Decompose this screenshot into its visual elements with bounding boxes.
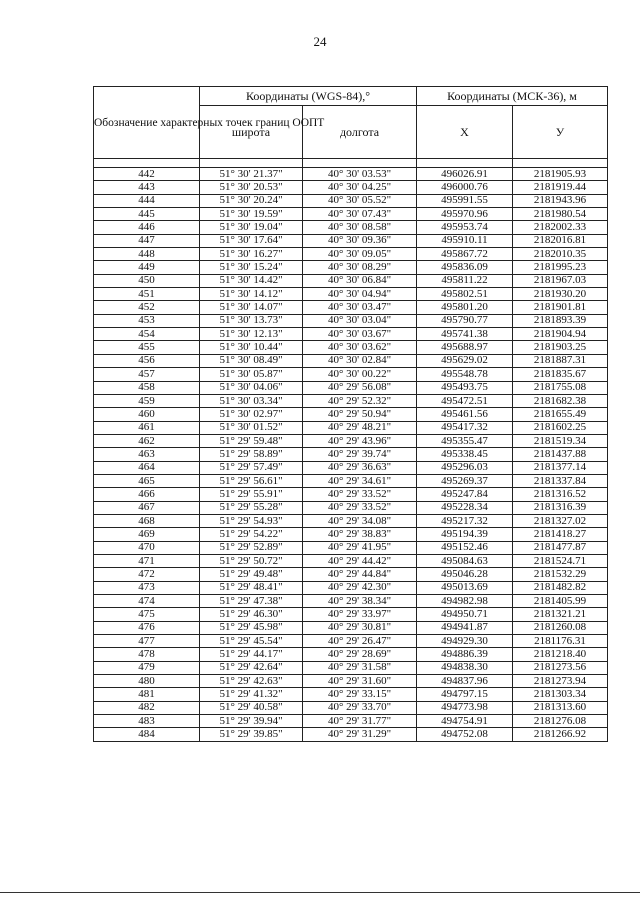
y-cell: 2181273.94 <box>513 675 608 688</box>
y-cell: 2181260.08 <box>513 621 608 634</box>
point-id-cell: 482 <box>94 701 200 714</box>
latitude-cell: 51° 30' 02.97" <box>200 408 303 421</box>
y-cell: 2181967.03 <box>513 274 608 287</box>
point-id-cell: 476 <box>94 621 200 634</box>
latitude-cell: 51° 30' 10.44" <box>200 341 303 354</box>
latitude-cell: 51° 29' 40.58" <box>200 701 303 714</box>
latitude-cell: 51° 29' 55.28" <box>200 501 303 514</box>
longitude-cell: 40° 29' 39.74" <box>303 448 417 461</box>
longitude-cell: 40° 30' 03.53" <box>303 168 417 181</box>
y-cell: 2181218.40 <box>513 648 608 661</box>
latitude-cell: 51° 30' 17.64" <box>200 234 303 247</box>
x-cell: 494838.30 <box>417 661 513 674</box>
longitude-cell: 40° 30' 04.94" <box>303 288 417 301</box>
table-row <box>94 368 608 381</box>
y-cell: 2182016.81 <box>513 234 608 247</box>
longitude-cell: 40° 29' 31.77" <box>303 715 417 728</box>
point-id-cell: 483 <box>94 715 200 728</box>
longitude-cell: 40° 30' 03.62" <box>303 341 417 354</box>
y-cell: 2181405.99 <box>513 595 608 608</box>
table-row <box>94 408 608 421</box>
point-id-cell: 470 <box>94 541 200 554</box>
x-cell: 495811.22 <box>417 274 513 287</box>
table-body <box>94 168 608 742</box>
point-id-cell: 458 <box>94 381 200 394</box>
latitude-cell: 51° 29' 58.89" <box>200 448 303 461</box>
header-spacer-row <box>94 159 608 168</box>
y-cell: 2181602.25 <box>513 421 608 434</box>
header-latitude: широта <box>200 106 303 159</box>
x-cell: 494929.30 <box>417 635 513 648</box>
x-cell: 495836.09 <box>417 261 513 274</box>
table-row <box>94 381 608 394</box>
y-cell: 2181303.34 <box>513 688 608 701</box>
latitude-cell: 51° 30' 14.42" <box>200 274 303 287</box>
longitude-cell: 40° 30' 09.36" <box>303 234 417 247</box>
x-cell: 494752.08 <box>417 728 513 741</box>
y-cell: 2181532.29 <box>513 568 608 581</box>
latitude-cell: 51° 29' 39.94" <box>200 715 303 728</box>
point-id-cell: 480 <box>94 675 200 688</box>
longitude-cell: 40° 29' 38.34" <box>303 595 417 608</box>
point-id-cell: 445 <box>94 208 200 221</box>
x-cell: 495953.74 <box>417 221 513 234</box>
table-row <box>94 595 608 608</box>
longitude-cell: 40° 29' 34.61" <box>303 474 417 487</box>
spacer-cell <box>417 159 513 168</box>
x-cell: 495338.45 <box>417 448 513 461</box>
point-id-cell: 484 <box>94 728 200 741</box>
table-row <box>94 461 608 474</box>
latitude-cell: 51° 29' 44.17" <box>200 648 303 661</box>
longitude-cell: 40° 29' 28.69" <box>303 648 417 661</box>
table-row <box>94 608 608 621</box>
x-cell: 494950.71 <box>417 608 513 621</box>
longitude-cell: 40° 29' 26.47" <box>303 635 417 648</box>
x-cell: 495461.56 <box>417 408 513 421</box>
y-cell: 2181377.14 <box>513 461 608 474</box>
y-cell: 2181276.08 <box>513 715 608 728</box>
table-row <box>94 434 608 447</box>
latitude-cell: 51° 29' 47.38" <box>200 595 303 608</box>
latitude-cell: 51° 30' 20.53" <box>200 181 303 194</box>
latitude-cell: 51° 30' 13.73" <box>200 314 303 327</box>
point-id-cell: 466 <box>94 488 200 501</box>
table-row <box>94 514 608 527</box>
point-id-cell: 442 <box>94 168 200 181</box>
point-id-cell: 462 <box>94 434 200 447</box>
longitude-cell: 40° 29' 52.32" <box>303 394 417 407</box>
y-cell: 2181901.81 <box>513 301 608 314</box>
y-cell: 2181980.54 <box>513 208 608 221</box>
latitude-cell: 51° 29' 45.98" <box>200 621 303 634</box>
point-id-cell: 461 <box>94 421 200 434</box>
x-cell: 496000.76 <box>417 181 513 194</box>
header-wgs84: Координаты (WGS-84),° <box>200 87 417 106</box>
header-designation: Обозначение характерных точек границ ООПТ <box>94 87 200 159</box>
table-row <box>94 234 608 247</box>
y-cell: 2181482.82 <box>513 581 608 594</box>
x-cell: 495801.20 <box>417 301 513 314</box>
spacer-cell <box>200 159 303 168</box>
table-row <box>94 394 608 407</box>
latitude-cell: 51° 30' 14.07" <box>200 301 303 314</box>
longitude-cell: 40° 30' 08.58" <box>303 221 417 234</box>
table-row <box>94 621 608 634</box>
point-id-cell: 446 <box>94 221 200 234</box>
point-id-cell: 469 <box>94 528 200 541</box>
table-row <box>94 288 608 301</box>
table-row <box>94 421 608 434</box>
y-cell: 2181682.38 <box>513 394 608 407</box>
latitude-cell: 51° 29' 41.32" <box>200 688 303 701</box>
point-id-cell: 457 <box>94 368 200 381</box>
point-id-cell: 449 <box>94 261 200 274</box>
table-row <box>94 568 608 581</box>
latitude-cell: 51° 30' 21.37" <box>200 168 303 181</box>
point-id-cell: 451 <box>94 288 200 301</box>
x-cell: 495194.39 <box>417 528 513 541</box>
table-row <box>94 341 608 354</box>
x-cell: 495228.34 <box>417 501 513 514</box>
coordinates-table <box>93 86 608 742</box>
table-row <box>94 248 608 261</box>
latitude-cell: 51° 29' 48.41" <box>200 581 303 594</box>
x-cell: 495991.55 <box>417 194 513 207</box>
table-row <box>94 541 608 554</box>
y-cell: 2181337.84 <box>513 474 608 487</box>
x-cell: 495910.11 <box>417 234 513 247</box>
longitude-cell: 40° 30' 03.47" <box>303 301 417 314</box>
latitude-cell: 51° 29' 42.64" <box>200 661 303 674</box>
spacer-cell <box>94 159 200 168</box>
spacer-cell <box>303 159 417 168</box>
y-cell: 2181327.02 <box>513 514 608 527</box>
latitude-cell: 51° 30' 15.24" <box>200 261 303 274</box>
latitude-cell: 51° 29' 59.48" <box>200 434 303 447</box>
x-cell: 495790.77 <box>417 314 513 327</box>
point-id-cell: 474 <box>94 595 200 608</box>
page-number: 24 <box>313 34 327 49</box>
longitude-cell: 40° 29' 31.60" <box>303 675 417 688</box>
latitude-cell: 51° 30' 01.52" <box>200 421 303 434</box>
point-id-cell: 443 <box>94 181 200 194</box>
x-cell: 495084.63 <box>417 554 513 567</box>
latitude-cell: 51° 30' 16.27" <box>200 248 303 261</box>
latitude-cell: 51° 29' 50.72" <box>200 554 303 567</box>
point-id-cell: 475 <box>94 608 200 621</box>
x-cell: 495296.03 <box>417 461 513 474</box>
point-id-cell: 479 <box>94 661 200 674</box>
latitude-cell: 51° 30' 14.12" <box>200 288 303 301</box>
header-y: У <box>513 106 608 159</box>
table-row <box>94 168 608 181</box>
longitude-cell: 40° 29' 50.94" <box>303 408 417 421</box>
x-cell: 494773.98 <box>417 701 513 714</box>
longitude-cell: 40° 30' 08.29" <box>303 261 417 274</box>
longitude-cell: 40° 30' 09.05" <box>303 248 417 261</box>
point-id-cell: 455 <box>94 341 200 354</box>
longitude-cell: 40° 29' 41.95" <box>303 541 417 554</box>
longitude-cell: 40° 29' 33.97" <box>303 608 417 621</box>
longitude-cell: 40° 30' 02.84" <box>303 354 417 367</box>
header-x: Х <box>417 106 513 159</box>
x-cell: 494837.96 <box>417 675 513 688</box>
longitude-cell: 40° 29' 56.08" <box>303 381 417 394</box>
table-row <box>94 208 608 221</box>
latitude-cell: 51° 30' 20.24" <box>200 194 303 207</box>
x-cell: 495548.78 <box>417 368 513 381</box>
x-cell: 495355.47 <box>417 434 513 447</box>
longitude-cell: 40° 30' 05.52" <box>303 194 417 207</box>
y-cell: 2181905.93 <box>513 168 608 181</box>
longitude-cell: 40° 30' 06.84" <box>303 274 417 287</box>
longitude-cell: 40° 29' 31.58" <box>303 661 417 674</box>
point-id-cell: 456 <box>94 354 200 367</box>
longitude-cell: 40° 29' 31.29" <box>303 728 417 741</box>
latitude-cell: 51° 29' 42.63" <box>200 675 303 688</box>
point-id-cell: 453 <box>94 314 200 327</box>
latitude-cell: 51° 29' 56.61" <box>200 474 303 487</box>
longitude-cell: 40° 29' 48.21" <box>303 421 417 434</box>
header-longitude: долгота <box>303 106 417 159</box>
point-id-cell: 465 <box>94 474 200 487</box>
x-cell: 495217.32 <box>417 514 513 527</box>
point-id-cell: 481 <box>94 688 200 701</box>
point-id-cell: 468 <box>94 514 200 527</box>
y-cell: 2182002.33 <box>513 221 608 234</box>
y-cell: 2181995.23 <box>513 261 608 274</box>
latitude-cell: 51° 30' 19.04" <box>200 221 303 234</box>
table-row <box>94 688 608 701</box>
longitude-cell: 40° 29' 33.52" <box>303 488 417 501</box>
longitude-cell: 40° 29' 36.63" <box>303 461 417 474</box>
x-cell: 495247.84 <box>417 488 513 501</box>
point-id-cell: 450 <box>94 274 200 287</box>
longitude-cell: 40° 30' 04.25" <box>303 181 417 194</box>
longitude-cell: 40° 30' 07.43" <box>303 208 417 221</box>
table-row <box>94 715 608 728</box>
x-cell: 494982.98 <box>417 595 513 608</box>
table-row <box>94 474 608 487</box>
longitude-cell: 40° 29' 44.84" <box>303 568 417 581</box>
x-cell: 496026.91 <box>417 168 513 181</box>
x-cell: 495688.97 <box>417 341 513 354</box>
point-id-cell: 467 <box>94 501 200 514</box>
x-cell: 495493.75 <box>417 381 513 394</box>
longitude-cell: 40° 29' 43.96" <box>303 434 417 447</box>
longitude-cell: 40° 29' 30.81" <box>303 621 417 634</box>
x-cell: 494797.15 <box>417 688 513 701</box>
y-cell: 2181266.92 <box>513 728 608 741</box>
y-cell: 2181321.21 <box>513 608 608 621</box>
latitude-cell: 51° 29' 55.91" <box>200 488 303 501</box>
y-cell: 2181316.52 <box>513 488 608 501</box>
longitude-cell: 40° 30' 03.67" <box>303 328 417 341</box>
table-row <box>94 661 608 674</box>
point-id-cell: 471 <box>94 554 200 567</box>
y-cell: 2181519.34 <box>513 434 608 447</box>
table-row <box>94 261 608 274</box>
latitude-cell: 51° 29' 57.49" <box>200 461 303 474</box>
longitude-cell: 40° 29' 34.08" <box>303 514 417 527</box>
x-cell: 495417.32 <box>417 421 513 434</box>
latitude-cell: 51° 30' 05.87" <box>200 368 303 381</box>
x-cell: 495867.72 <box>417 248 513 261</box>
latitude-cell: 51° 29' 45.54" <box>200 635 303 648</box>
y-cell: 2181904.94 <box>513 328 608 341</box>
table-row <box>94 274 608 287</box>
table-row <box>94 194 608 207</box>
y-cell: 2181524.71 <box>513 554 608 567</box>
x-cell: 495741.38 <box>417 328 513 341</box>
latitude-cell: 51° 30' 04.06" <box>200 381 303 394</box>
x-cell: 495269.37 <box>417 474 513 487</box>
latitude-cell: 51° 29' 54.22" <box>200 528 303 541</box>
y-cell: 2181316.39 <box>513 501 608 514</box>
longitude-cell: 40° 29' 33.52" <box>303 501 417 514</box>
point-id-cell: 459 <box>94 394 200 407</box>
point-id-cell: 473 <box>94 581 200 594</box>
point-id-cell: 478 <box>94 648 200 661</box>
table-row <box>94 554 608 567</box>
point-id-cell: 447 <box>94 234 200 247</box>
table-row <box>94 635 608 648</box>
longitude-cell: 40° 29' 42.30" <box>303 581 417 594</box>
latitude-cell: 51° 29' 46.30" <box>200 608 303 621</box>
longitude-cell: 40° 29' 33.70" <box>303 701 417 714</box>
latitude-cell: 51° 29' 39.85" <box>200 728 303 741</box>
table-row <box>94 648 608 661</box>
y-cell: 2181176.31 <box>513 635 608 648</box>
latitude-cell: 51° 29' 54.93" <box>200 514 303 527</box>
latitude-cell: 51° 30' 12.13" <box>200 328 303 341</box>
y-cell: 2181755.08 <box>513 381 608 394</box>
point-id-cell: 472 <box>94 568 200 581</box>
x-cell: 495472.51 <box>417 394 513 407</box>
x-cell: 495013.69 <box>417 581 513 594</box>
table-row <box>94 328 608 341</box>
y-cell: 2181943.96 <box>513 194 608 207</box>
x-cell: 495046.28 <box>417 568 513 581</box>
table-row <box>94 675 608 688</box>
table-row <box>94 528 608 541</box>
table-row <box>94 501 608 514</box>
y-cell: 2181919.44 <box>513 181 608 194</box>
footer-rule <box>0 892 640 893</box>
y-cell: 2182010.35 <box>513 248 608 261</box>
x-cell: 494886.39 <box>417 648 513 661</box>
y-cell: 2181893.39 <box>513 314 608 327</box>
longitude-cell: 40° 29' 33.15" <box>303 688 417 701</box>
point-id-cell: 452 <box>94 301 200 314</box>
y-cell: 2181835.67 <box>513 368 608 381</box>
y-cell: 2181903.25 <box>513 341 608 354</box>
point-id-cell: 444 <box>94 194 200 207</box>
x-cell: 495802.51 <box>417 288 513 301</box>
header-msk36: Координаты (МСК-36), м <box>417 87 608 106</box>
point-id-cell: 460 <box>94 408 200 421</box>
table-row <box>94 488 608 501</box>
x-cell: 495152.46 <box>417 541 513 554</box>
y-cell: 2181477.87 <box>513 541 608 554</box>
x-cell: 495970.96 <box>417 208 513 221</box>
longitude-cell: 40° 30' 00.22" <box>303 368 417 381</box>
latitude-cell: 51° 29' 52.89" <box>200 541 303 554</box>
y-cell: 2181655.49 <box>513 408 608 421</box>
y-cell: 2181273.56 <box>513 661 608 674</box>
table-row <box>94 181 608 194</box>
latitude-cell: 51° 30' 03.34" <box>200 394 303 407</box>
latitude-cell: 51° 29' 49.48" <box>200 568 303 581</box>
table-row <box>94 221 608 234</box>
longitude-cell: 40° 29' 44.42" <box>303 554 417 567</box>
table-row <box>94 354 608 367</box>
x-cell: 494754.91 <box>417 715 513 728</box>
x-cell: 494941.87 <box>417 621 513 634</box>
latitude-cell: 51° 30' 08.49" <box>200 354 303 367</box>
table-row <box>94 728 608 741</box>
table-row <box>94 448 608 461</box>
y-cell: 2181418.27 <box>513 528 608 541</box>
y-cell: 2181930.20 <box>513 288 608 301</box>
x-cell: 495629.02 <box>417 354 513 367</box>
longitude-cell: 40° 29' 38.83" <box>303 528 417 541</box>
point-id-cell: 454 <box>94 328 200 341</box>
table-row <box>94 301 608 314</box>
longitude-cell: 40° 30' 03.04" <box>303 314 417 327</box>
latitude-cell: 51° 30' 19.59" <box>200 208 303 221</box>
point-id-cell: 448 <box>94 248 200 261</box>
table-header <box>94 87 608 168</box>
table-row <box>94 581 608 594</box>
point-id-cell: 464 <box>94 461 200 474</box>
spacer-cell <box>513 159 608 168</box>
y-cell: 2181887.31 <box>513 354 608 367</box>
point-id-cell: 477 <box>94 635 200 648</box>
y-cell: 2181437.88 <box>513 448 608 461</box>
table-row <box>94 701 608 714</box>
point-id-cell: 463 <box>94 448 200 461</box>
table-row <box>94 314 608 327</box>
y-cell: 2181313.60 <box>513 701 608 714</box>
